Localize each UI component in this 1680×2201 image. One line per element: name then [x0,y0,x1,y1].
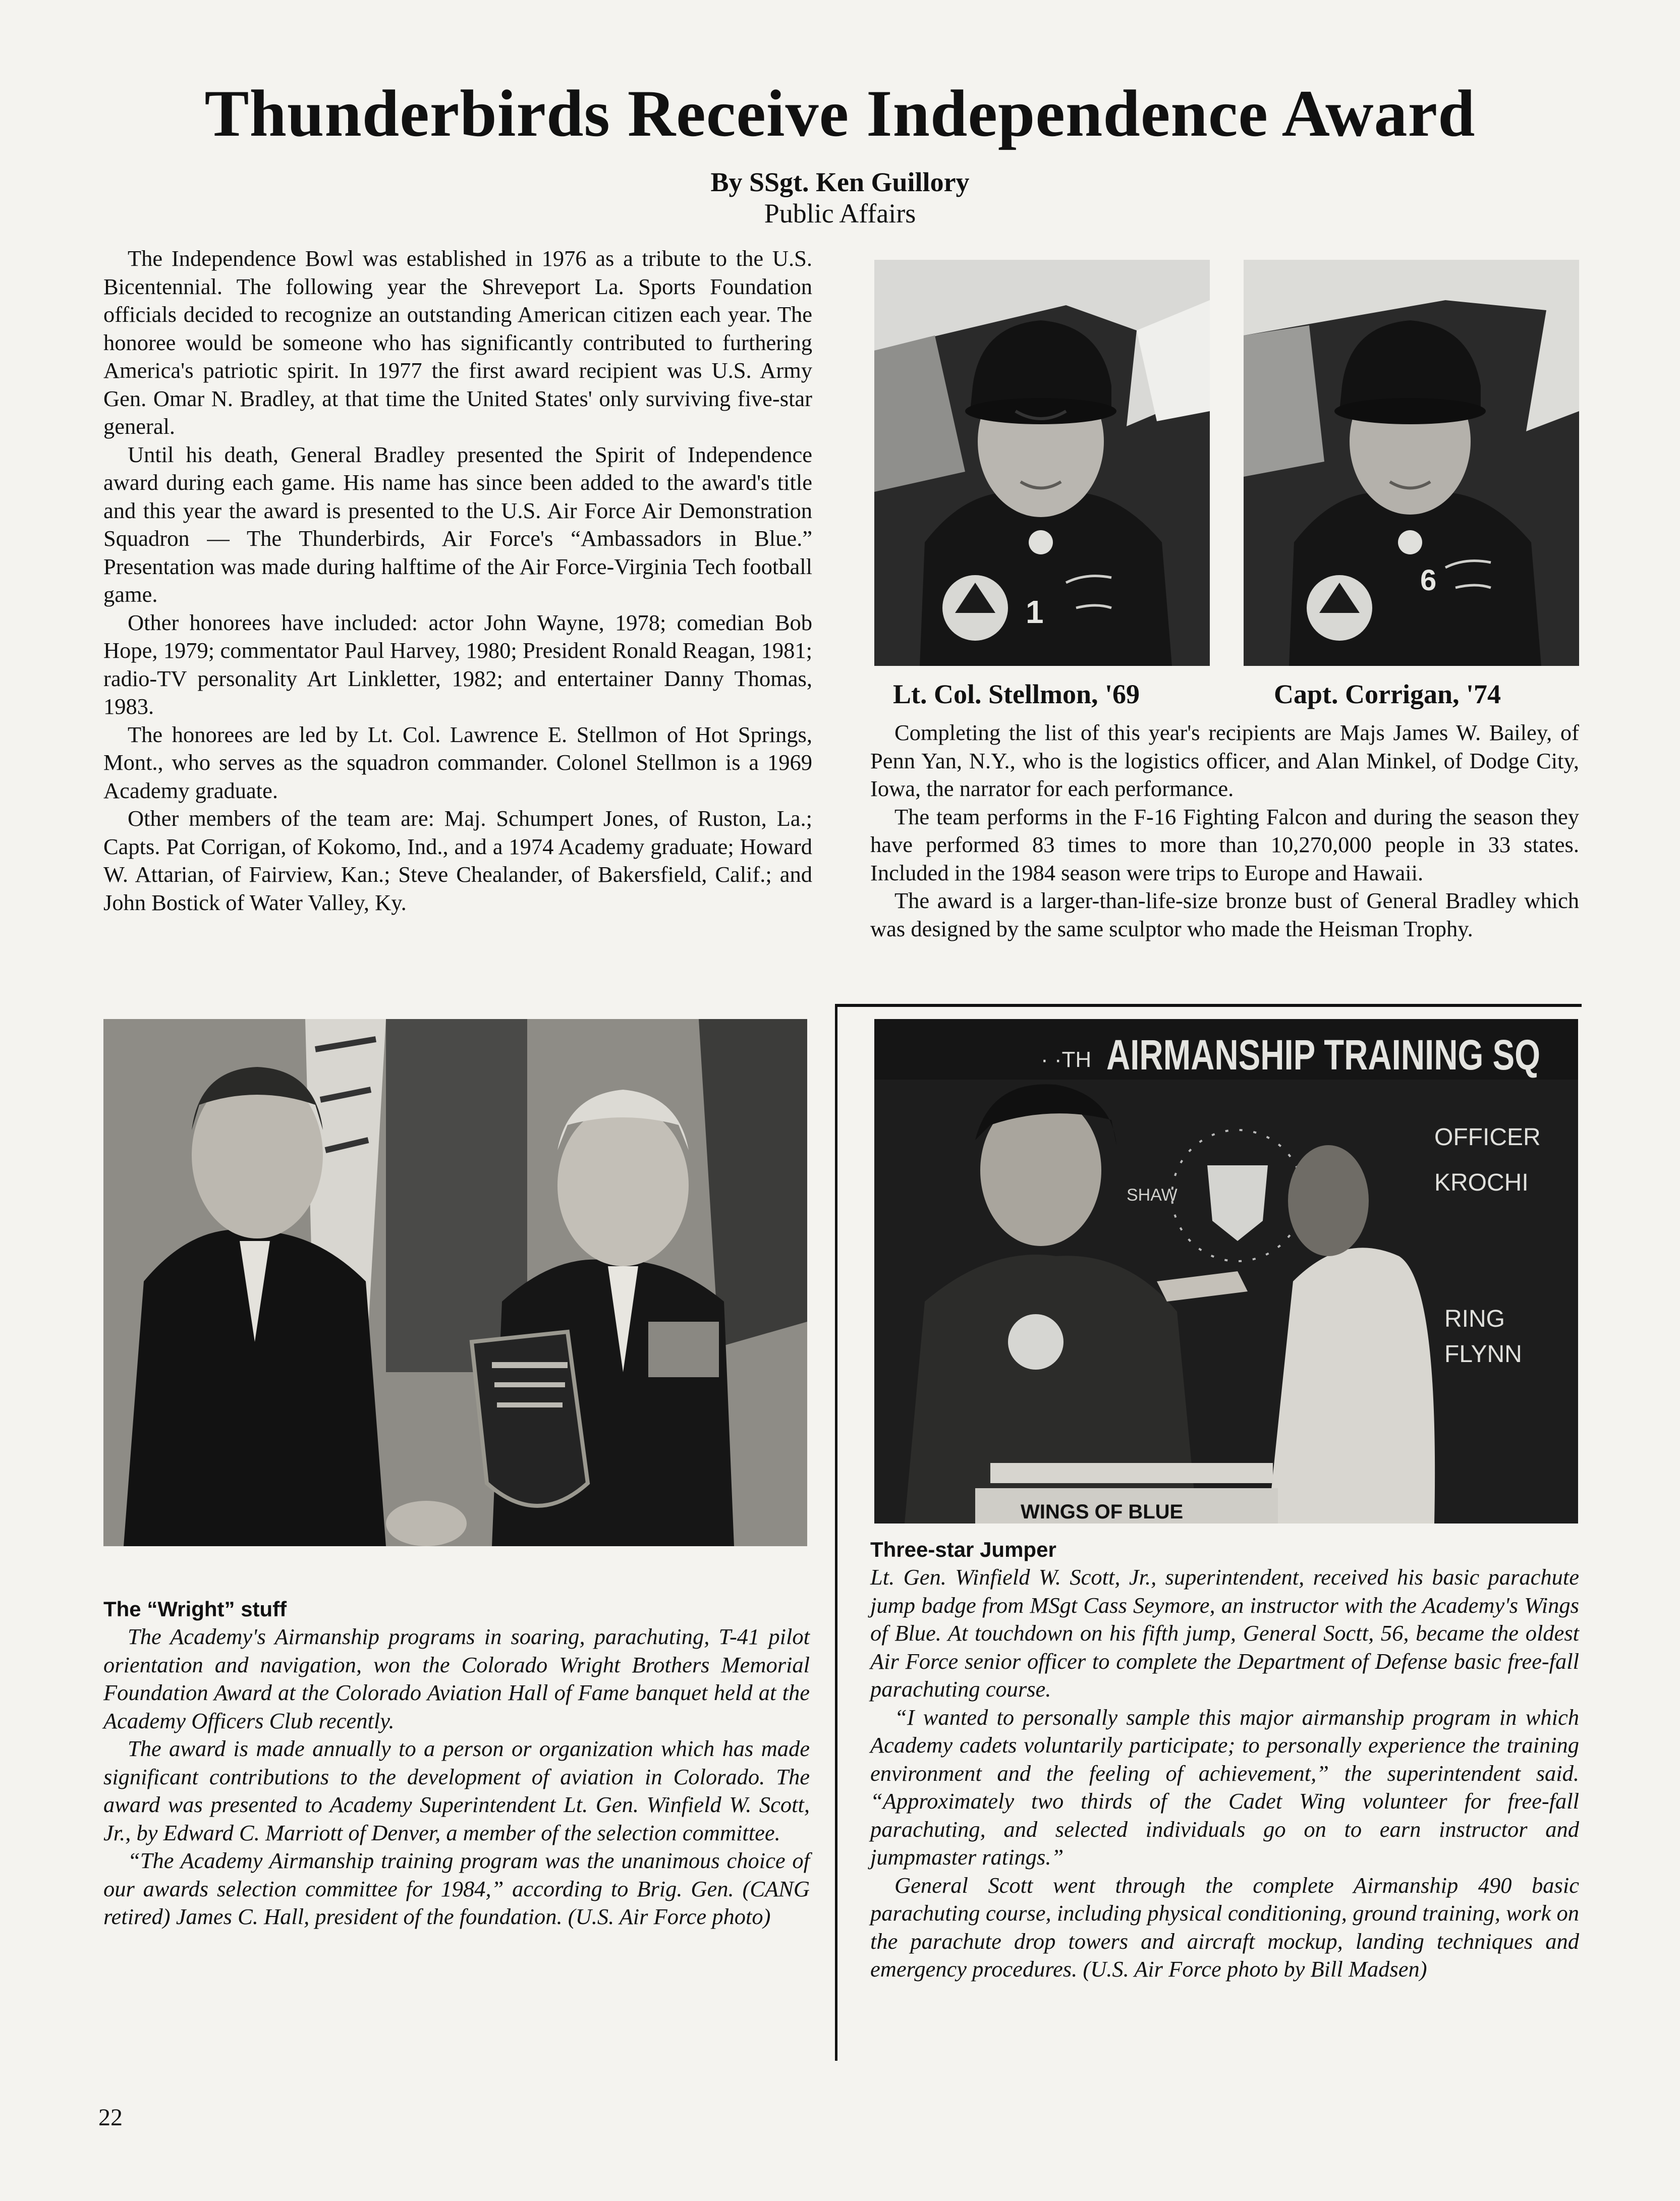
portrait-photo-stellmon [874,260,1210,666]
uniform-number-right: 6 [1420,564,1437,597]
parachute-badge-photo [874,1019,1578,1523]
sidebar-three-star-jumper [870,1536,1579,1984]
photo-wings-banner: WINGS OF BLUE [1021,1501,1184,1523]
section-divider-horizontal [835,1004,1582,1007]
article-right-column [870,719,1579,943]
page-number: 22 [98,2104,123,2131]
photo-banner-text: AIRMANSHIP TRAINING SQ [1106,1031,1540,1079]
photo-banner-prefix: · ·TH [1041,1047,1092,1072]
sidebar-paragraph: Lt. Gen. Winfield W. Scott, Jr., superintendent, received his basic parachute jump badge from MSgt Cass Seymore, an instructor with the Academy's Wings of Blue. At touchdown on his fifth jump, General Soctt, 56, became the oldest Air Force senior officer to complete the Department of Defense basic free-fall parachuting course. [870,1564,1579,1702]
article-paragraph: Until his death, General Bradley presented the Spirit of Independence award during each game. His name has since been added to the award's title and this year the award is presented to the U.S. Air Force Air Demonstration Squadron — The Thunderbirds, Air Force's “Ambassadors in Blue.” Presentation was made during halftime of the Air Force-Virginia Tech football game. [103,441,812,607]
byline-author: By SSgt. Ken Guillory [710,167,970,197]
article-paragraph: Completing the list of this year's recipients are Majs James W. Bailey, of Penn Yan, N.Y., who is the logistics officer, and Alan Minkel, of Dodge City, Iowa, the narrator for each performance. [870,720,1579,801]
photo-text-ring: RING [1444,1306,1505,1332]
photo-text-flynn: FLYNN [1444,1341,1522,1368]
photo-text-krochi: KROCHI [1434,1169,1529,1196]
article-left-column [103,245,812,917]
article-paragraph: Other honorees have included: actor John Wayne, 1978; comedian Bob Hope, 1979; commentator Paul Harvey, 1980; President Ronald Reagan, 1981; radio-TV personality Art Linkletter, 1982; and entertainer Danny Thomas, 1983. [103,609,812,719]
byline [0,166,1680,229]
byline-department: Public Affairs [764,198,916,229]
uniform-number-left: 1 [1026,594,1044,630]
sidebar-paragraph: The award is made annually to a person or organization which has made significant contributions to the development of aviation in Colorado. The award was presented to Academy Superintendent Lt. Gen. Winfield W. Scott, Jr., by Edward C. Marriott of Denver, a member of the selection committee. [103,1736,810,1845]
sidebar-heading: The “Wright” stuff [103,1597,287,1621]
sidebar-wright-stuff [103,1596,810,1931]
portrait-photo-corrigan [1244,260,1579,666]
article-paragraph: The award is a larger-than-life-size bronze bust of General Bradley which was designed by the same sculptor who made the Heisman Trophy. [870,888,1579,941]
sidebar-paragraph: General Scott went through the complete Airmanship 490 basic parachuting course, including physical conditioning, ground training, work on the parachute drop towers and aircraft mockup, landing techniques and emergency procedures. (U.S. Air Force photo by Bill Madsen) [870,1872,1579,1982]
sidebar-paragraph: “I wanted to personally sample this major airmanship program in which Academy cadets voluntarily participate; to personally experience the training environment and the feeling of achievement,” the superintendent said. “Approximately two thirds of the Cadet Wing volunteer for free-fall parachuting, and selected individuals go on to earn instructor and jumpmaster ratings.” [870,1704,1579,1870]
article-paragraph: The honorees are led by Lt. Col. Lawrence E. Stellmon of Hot Springs, Mont., who serves as the squadron commander. Colonel Stellmon is a 1969 Academy graduate. [103,721,812,803]
article-paragraph: Other members of the team are: Maj. Schumpert Jones, of Ruston, La.; Capts. Pat Corrigan, of Kokomo, Ind., and a 1974 Academy graduate; Howard W. Attarian, of Fairview, Kan.; Steve Chealander, of Bakersfield, Calif.; and John Bostick of Water Valley, Ky. [103,806,812,915]
sidebar-paragraph: The Academy's Airmanship programs in soaring, parachuting, T-41 pilot orientation and navigation, won the Colorado Wright Brothers Memorial Foundation Award at the Colorado Aviation Hall of Fame banquet held at the Academy Officers Club recently. [103,1624,810,1733]
section-divider-vertical [835,1004,837,2061]
article-paragraph: The team performs in the F-16 Fighting Falcon and during the season they have performed 83 times to more than 10,270,000 people in 33 states. Included in the 1984 season were trips to Europe and Hawaii. [870,804,1579,885]
sidebar-paragraph: “The Academy Airmanship training program was the unanimous choice of our awards selection committee for 1984,” according to Brig. Gen. (CANG retired) James C. Hall, president of the foundation. (U.S. Air Force photo) [103,1848,810,1929]
portrait-caption-corrigan: Capt. Corrigan, '74 [1274,679,1501,709]
sidebar-heading: Three-star Jumper [870,1538,1056,1561]
award-presentation-photo [103,1019,807,1546]
photo-text-officer: OFFICER [1434,1124,1541,1151]
photo-text-shaw: SHAW [1127,1186,1178,1205]
article-paragraph: The Independence Bowl was established in 1976 as a tribute to the U.S. Bicentennial. The following year the Shreveport La. Sports Foundation officials decided to recognize an outstanding American citizen each year. The honoree would be someone who has significantly contributed to furthering America's patriotic spirit. In 1977 the first award recipient was U.S. Army Gen. Omar N. Bradley, at that time the United States' only surviving five-star general. [103,246,812,439]
portrait-caption-stellmon: Lt. Col. Stellmon, '69 [893,679,1140,709]
article-title: Thunderbirds Receive Independence Award [204,76,1476,150]
